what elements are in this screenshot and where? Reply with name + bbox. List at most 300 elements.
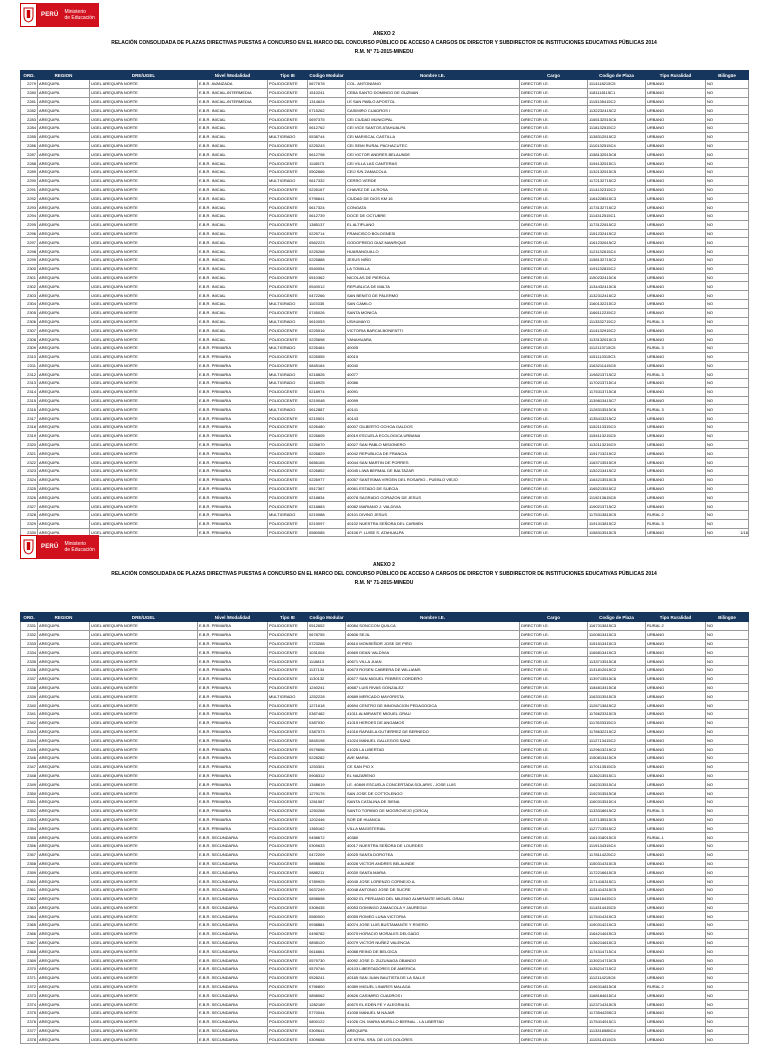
cell-ord: 2373: [21, 991, 38, 1000]
cell-nivel-modalidad: E.B.R. SECUNDARIA: [198, 1000, 268, 1009]
column-header-nivel-modalidad: Nivel /Modalidad: [198, 71, 268, 80]
cell-codigo-modular: 0898536: [308, 859, 346, 868]
table-row: [21, 709, 749, 718]
cell-bilingue: NO: [706, 115, 749, 124]
cell-codigo-modular: 0610053: [308, 317, 346, 326]
cell-cargo: DIRECTOR I.E.: [520, 467, 588, 476]
table-row: [21, 824, 749, 833]
cell-codigo-modular: 0309641: [308, 1026, 346, 1035]
cell-bilingue: NO: [706, 423, 749, 432]
cell-dre-ugel: UGEL AREQUIPA NORTE: [90, 229, 198, 238]
cell-tipo-ie: MULTIGRADO: [268, 176, 308, 185]
cell-dre-ugel: UGEL AREQUIPA NORTE: [90, 947, 198, 956]
cell-dre-ugel: UGEL AREQUIPA NORTE: [90, 762, 198, 771]
cell-bilingue: NO: [706, 991, 749, 1000]
cell-dre-ugel: UGEL AREQUIPA NORTE: [90, 841, 198, 850]
cell-dre-ugel: UGEL AREQUIPA NORTE: [90, 132, 198, 141]
table-row: [21, 771, 749, 780]
table-row: [21, 894, 749, 903]
cell-region: AREQUIPA: [38, 423, 90, 432]
cell-tipo-ruralidad: URBANO: [646, 185, 706, 194]
cell-nivel-modalidad: E.B.R. AVANZADA: [198, 80, 268, 89]
cell-nivel-modalidad: E.B.R. PRIMARIA: [198, 762, 268, 771]
cell-region: AREQUIPA: [38, 132, 90, 141]
cell-codigo-plaza: 1174314715C4: [588, 947, 646, 956]
cell-codigo-plaza: 1151232415C2: [588, 229, 646, 238]
cell-codigo-plaza: 1114312515C1: [588, 211, 646, 220]
cell-nivel-modalidad: E.B.R. INICIAL: [198, 167, 268, 176]
cell-region: AREQUIPA: [38, 449, 90, 458]
cell-nombre-ie: EL ALTIPLANO: [346, 220, 520, 229]
cell-codigo-modular: 0715262: [308, 106, 346, 115]
cell-dre-ugel: UGEL AREQUIPA NORTE: [90, 396, 198, 405]
cell-codigo-plaza: 1118132515C2: [588, 123, 646, 132]
cell-codigo-modular: 0226555: [308, 352, 346, 361]
cell-nombre-ie: DOCE DE OCTUBRE: [346, 211, 520, 220]
cell-nombre-ie: CEIJ S/N ZAMACOLA: [346, 167, 520, 176]
cell-codigo-plaza: 1127713515C2: [588, 824, 646, 833]
cell-codigo-modular: 0637249: [308, 885, 346, 894]
cell-region: AREQUIPA: [38, 308, 90, 317]
cell-region: AREQUIPA: [38, 789, 90, 798]
cell-nombre-ie: 40088 REINO DE BELGICA: [346, 947, 520, 956]
cell-codigo-modular: 1261587: [308, 797, 346, 806]
cell-tipo-ruralidad: URBANO: [646, 648, 706, 657]
cell-region: AREQUIPA: [38, 247, 90, 256]
cell-nombre-ie: 41016 RAFAELA GUTIERREZ DE BERNEDO: [346, 727, 520, 736]
table-row: [21, 789, 749, 798]
cell-tipo-ruralidad: URBANO: [646, 247, 706, 256]
cell-bilingue: NO: [706, 185, 749, 194]
cell-dre-ugel: UGEL AREQUIPA NORTE: [90, 255, 198, 264]
cell-cargo: DIRECTOR I.E.: [520, 484, 588, 493]
cell-codigo-plaza: 1196314815C8: [588, 982, 646, 991]
cell-codigo-modular: 0538744: [308, 132, 346, 141]
cell-tipo-ie: POLIDOCENTE: [268, 211, 308, 220]
cell-codigo-plaza: 1158132715C2: [588, 255, 646, 264]
cell-codigo-plaza: 1160313515C4: [588, 797, 646, 806]
cell-ord: 2336: [21, 665, 38, 674]
cell-nombre-ie: 41025 LA LIBERTAD: [346, 745, 520, 754]
cell-nivel-modalidad: E.B.R. SECUNDARIA: [198, 850, 268, 859]
cell-tipo-ie: POLIDOCENTE: [268, 308, 308, 317]
cell-tipo-ruralidad: RURAL 2: [646, 511, 706, 520]
cell-tipo-ruralidad: URBANO: [646, 771, 706, 780]
column-header-dre-ugel: DRE/UGEL: [90, 613, 198, 622]
cell-nivel-modalidad: E.B.R. PRIMARIA: [198, 771, 268, 780]
cell-codigo-modular: 0225714: [308, 229, 346, 238]
cell-codigo-plaza: 1165132515C6: [588, 115, 646, 124]
cell-codigo-modular: 0472209: [308, 850, 346, 859]
cell-tipo-ie: POLIDOCENTE: [268, 414, 308, 423]
table-row: [21, 88, 749, 97]
ministry-name: [64, 541, 94, 553]
cell-tipo-ie: POLIDOCENTE: [268, 167, 308, 176]
cell-ord: 2327: [21, 502, 38, 511]
cell-region: AREQUIPA: [38, 467, 90, 476]
cell-region: AREQUIPA: [38, 335, 90, 344]
cell-ord: 2321: [21, 449, 38, 458]
cell-tipo-ruralidad: URBANO: [646, 965, 706, 974]
cell-nombre-ie: 40055 ROMEO LUNA VICTORIA: [346, 912, 520, 921]
table-row: [21, 176, 749, 185]
table-header-row: [21, 613, 749, 622]
cell-codigo-modular: 0502666: [308, 167, 346, 176]
table-row: [21, 833, 749, 842]
cell-tipo-ruralidad: URBANO: [646, 1035, 706, 1044]
table-row: [21, 639, 749, 648]
table-row: [21, 291, 749, 300]
cell-codigo-modular: 0225268: [308, 247, 346, 256]
cell-nivel-modalidad: E.B.R. INICIAL: [198, 229, 268, 238]
cell-cargo: DIRECTOR I.E.: [520, 982, 588, 991]
cell-nivel-modalidad: E.B.R. SECUNDARIA: [198, 1026, 268, 1035]
cell-nivel-modalidad: E.B.R. INICIAL: [198, 123, 268, 132]
cell-codigo-plaza: 1112713415C2: [588, 736, 646, 745]
cell-nivel-modalidad: E.B.R. SECUNDARIA: [198, 956, 268, 965]
cell-ord: 2340: [21, 701, 38, 710]
cell-codigo-plaza: 1131812615C2: [588, 665, 646, 674]
cell-nombre-ie: CASIMIRO CUADROS I: [346, 106, 520, 115]
cell-bilingue: NO: [706, 894, 749, 903]
column-header-codigo-modular: Codigo Modular: [309, 614, 344, 620]
cell-nombre-ie: 40075 HORACIO MORALES DELGADO: [346, 929, 520, 938]
cell-dre-ugel: UGEL AREQUIPA NORTE: [90, 493, 198, 502]
cell-ord: 2282: [21, 106, 38, 115]
cell-codigo-modular: 0498672: [308, 833, 346, 842]
table-row: [21, 352, 749, 361]
table-row: [21, 458, 749, 467]
cell-tipo-ie: POLIDOCENTE: [268, 220, 308, 229]
table-row: [21, 718, 749, 727]
cell-codigo-plaza: 1114132915C2: [588, 326, 646, 335]
cell-cargo: DIRECTOR I.E.: [520, 1009, 588, 1018]
cell-dre-ugel: UGEL AREQUIPA NORTE: [90, 176, 198, 185]
cell-dre-ugel: UGEL AREQUIPA NORTE: [90, 291, 198, 300]
cell-tipo-ie: MULTIGRADO: [268, 343, 308, 352]
cell-nivel-modalidad: E.B.R. PRIMARIA: [198, 630, 268, 639]
cell-ord: 2364: [21, 912, 38, 921]
table-row: [21, 396, 749, 405]
cell-tipo-ie: POLIDOCENTE: [268, 519, 308, 528]
cell-nivel-modalidad: E.B.R. PRIMARIA: [198, 493, 268, 502]
cell-tipo-ruralidad: URBANO: [646, 718, 706, 727]
cell-tipo-ruralidad: URBANO: [646, 414, 706, 423]
cell-nombre-ie: 40670 EL EDEN FE Y ALEGRIA 51: [346, 1000, 520, 1009]
cell-tipo-ruralidad: URBANO: [646, 229, 706, 238]
cell-codigo-plaza: 1161232615C2: [588, 238, 646, 247]
cell-nivel-modalidad: E.B.R. INICIAL: [198, 159, 268, 168]
cell-codigo-plaza: 1166112215C2: [588, 308, 646, 317]
column-header-dre-ugel: DRE/UGEL: [90, 71, 198, 80]
cell-ord: 2325: [21, 484, 38, 493]
cell-tipo-ruralidad: URBANO: [646, 431, 706, 440]
cell-nombre-ie: 40687 LUIS RIVAS GONZALEZ: [346, 683, 520, 692]
cell-nivel-modalidad: E.B.R. INICIAL: [198, 185, 268, 194]
cell-tipo-ie: POLIDOCENTE: [268, 247, 308, 256]
cell-codigo-plaza: 1123714315C5: [588, 1000, 646, 1009]
cell-codigo-modular: 0656165: [308, 458, 346, 467]
cell-codigo-plaza: 1173122815C2: [588, 220, 646, 229]
peru-label: PERÚ: [41, 12, 59, 18]
cell-cargo: DIRECTOR I.E.: [520, 211, 588, 220]
table-row: [21, 736, 749, 745]
cell-region: AREQUIPA: [38, 753, 90, 762]
cell-codigo-modular: 1282189: [308, 1000, 346, 1009]
cell-region: AREQUIPA: [38, 947, 90, 956]
cell-nombre-ie: 40052 EL PERUANO DEL MILENIO ALMIRANTE MIGUEL GRAU: [346, 894, 520, 903]
cell-cargo: DIRECTOR I.E.: [520, 947, 588, 956]
cell-tipo-ruralidad: URBANO: [646, 159, 706, 168]
cell-codigo-plaza: 1176623315C5: [588, 709, 646, 718]
cell-nivel-modalidad: E.B.R. PRIMARIA: [198, 815, 268, 824]
cell-tipo-ruralidad: RURAL 3: [646, 519, 706, 528]
cell-tipo-ie: POLIDOCENTE: [268, 841, 308, 850]
cell-region: AREQUIPA: [38, 665, 90, 674]
cell-dre-ugel: UGEL AREQUIPA NORTE: [90, 511, 198, 520]
cell-nombre-ie: YANAHUARA: [346, 335, 520, 344]
cell-region: AREQUIPA: [38, 815, 90, 824]
cell-ord: 2355: [21, 833, 38, 842]
cell-tipo-ie: POLIDOCENTE: [268, 238, 308, 247]
table-row: [21, 1000, 749, 1009]
cell-ord: 2307: [21, 326, 38, 335]
cell-tipo-ruralidad: URBANO: [646, 449, 706, 458]
cell-tipo-ie: POLIDOCENTE: [268, 502, 308, 511]
cell-nivel-modalidad: E.B.R. INICIAL: [198, 326, 268, 335]
cell-cargo: DIRECTOR I.E.: [520, 282, 588, 291]
cell-tipo-ruralidad: RURAL 3: [646, 806, 706, 815]
cell-bilingue: NO: [706, 308, 749, 317]
cell-codigo-modular: 0898698: [308, 894, 346, 903]
table-row: [21, 185, 749, 194]
cell-tipo-ie: POLIDOCENTE: [268, 665, 308, 674]
cell-dre-ugel: UGEL AREQUIPA NORTE: [90, 387, 198, 396]
cell-tipo-ruralidad: URBANO: [646, 885, 706, 894]
cell-codigo-plaza: 1152113315C3: [588, 423, 646, 432]
cell-bilingue: NO: [706, 167, 749, 176]
cell-codigo-modular: 0697375: [308, 115, 346, 124]
cell-codigo-modular: 1385137: [308, 220, 346, 229]
cell-nivel-modalidad: E.B.R. PRIMARIA: [198, 396, 268, 405]
cell-nombre-ie: 40027 SAN PABLO MISIONERO: [346, 440, 520, 449]
cell-tipo-ie: POLIDOCENTE: [268, 203, 308, 212]
cell-dre-ugel: UGEL AREQUIPA NORTE: [90, 97, 198, 106]
cell-region: AREQUIPA: [38, 458, 90, 467]
cell-codigo-modular: 0219048: [308, 396, 346, 405]
cell-dre-ugel: UGEL AREQUIPA NORTE: [90, 622, 198, 631]
cell-dre-ugel: UGEL AREQUIPA NORTE: [90, 921, 198, 930]
cell-ord: 2306: [21, 317, 38, 326]
table-row: [21, 502, 749, 511]
cell-nivel-modalidad: E.B.R. INICIAL: [198, 176, 268, 185]
cell-cargo: DIRECTOR I.E.: [520, 797, 588, 806]
cell-codigo-modular: 1137134: [308, 665, 346, 674]
cell-nivel-modalidad: E.B.R. SECUNDARIA: [198, 947, 268, 956]
cell-dre-ugel: UGEL AREQUIPA NORTE: [90, 1009, 198, 1018]
cell-nivel-modalidad: E.B.R. PRIMARIA: [198, 657, 268, 666]
table-row: [21, 657, 749, 666]
table-row: [21, 115, 749, 124]
cell-codigo-plaza: 1165813415C3: [588, 648, 646, 657]
cell-codigo-plaza: 1126713815C2: [588, 701, 646, 710]
cell-dre-ugel: UGEL AREQUIPA NORTE: [90, 238, 198, 247]
cell-dre-ugel: UGEL AREQUIPA NORTE: [90, 903, 198, 912]
cell-tipo-ruralidad: URBANO: [646, 868, 706, 877]
cell-codigo-modular: 0540054: [308, 264, 346, 273]
cell-region: AREQUIPA: [38, 956, 90, 965]
cell-nombre-ie: 40077: [346, 370, 520, 379]
cell-tipo-ruralidad: URBANO: [646, 692, 706, 701]
table-row: [21, 1026, 749, 1035]
table-row: [21, 868, 749, 877]
cell-cargo: DIRECTOR I.E.: [520, 379, 588, 388]
cell-cargo: DIRECTOR I.E.: [520, 194, 588, 203]
cell-bilingue: NO: [706, 458, 749, 467]
table-row: [21, 379, 749, 388]
cell-dre-ugel: UGEL AREQUIPA NORTE: [90, 299, 198, 308]
table-row: [21, 762, 749, 771]
table-row: [21, 343, 749, 352]
cell-nivel-modalidad: E.B.R. INICIAL: [198, 264, 268, 273]
cell-region: AREQUIPA: [38, 387, 90, 396]
cell-region: AREQUIPA: [38, 806, 90, 815]
cell-nombre-ie: 40025 SANTA DOROTEA: [346, 850, 520, 859]
cell-bilingue: NO: [706, 701, 749, 710]
cell-bilingue: NO: [706, 885, 749, 894]
cell-ord: 2295: [21, 220, 38, 229]
cell-nombre-ie: SANTO TORIBIO DE MOGROVEJO (CIRCA): [346, 806, 520, 815]
cell-nivel-modalidad: E.B.R. PRIMARIA: [198, 674, 268, 683]
cell-region: AREQUIPA: [38, 484, 90, 493]
cell-nivel-modalidad: E.B.R. SECUNDARIA: [198, 859, 268, 868]
cell-tipo-ie: MULTIGRADO: [268, 317, 308, 326]
cell-nivel-modalidad: E.B.R. INICIAL: [198, 115, 268, 124]
cell-nombre-ie: 40694 CENTRO DE INNOVACION PEDAGOGICA: [346, 701, 520, 710]
cell-nivel-modalidad: E.B.R. INICIAL: [198, 282, 268, 291]
cell-dre-ugel: UGEL AREQUIPA NORTE: [90, 80, 198, 89]
cell-codigo-modular: 0579746: [308, 965, 346, 974]
cell-dre-ugel: UGEL AREQUIPA NORTE: [90, 877, 198, 886]
cell-codigo-modular: 0226670: [308, 440, 346, 449]
cell-region: AREQUIPA: [38, 106, 90, 115]
cell-ord: 2368: [21, 947, 38, 956]
cell-nombre-ie: 40106 P. LUISE S. ATAHUALPA: [346, 528, 520, 537]
cell-codigo-modular: 0387573: [308, 727, 346, 736]
table-row: [21, 797, 749, 806]
cell-region: AREQUIPA: [38, 841, 90, 850]
cell-codigo-plaza: 1136213515C1: [588, 771, 646, 780]
cell-bilingue: NO: [706, 449, 749, 458]
table-row: [21, 97, 749, 106]
cell-tipo-ie: POLIDOCENTE: [268, 141, 308, 150]
cell-codigo-modular: 0528241: [308, 973, 346, 982]
cell-nivel-modalidad: E.B.R. PRIMARIA: [198, 692, 268, 701]
cell-tipo-ie: POLIDOCENTE: [268, 159, 308, 168]
cell-ord: 2298: [21, 247, 38, 256]
cell-tipo-ruralidad: RURAL 3: [646, 370, 706, 379]
cell-dre-ugel: UGEL AREQUIPA NORTE: [90, 745, 198, 754]
cell-cargo: DIRECTOR I.E.: [520, 894, 588, 903]
cell-tipo-ie: POLIDOCENTE: [268, 956, 308, 965]
cell-tipo-ie: POLIDOCENTE: [268, 264, 308, 273]
cell-codigo-modular: 0770044: [308, 1009, 346, 1018]
cell-codigo-modular: 0579656: [308, 745, 346, 754]
cell-codigo-modular: 0579730: [308, 956, 346, 965]
cell-nivel-modalidad: E.B.R. PRIMARIA: [198, 370, 268, 379]
cell-codigo-plaza: 1161318015C0: [588, 833, 646, 842]
cell-nombre-ie: 40084 SONCCON QUILCA: [346, 622, 520, 631]
cell-cargo: DIRECTOR I.E.: [520, 841, 588, 850]
cell-nombre-ie: 40606 SEJIL: [346, 630, 520, 639]
table-row: [21, 903, 749, 912]
cell-dre-ugel: UGEL AREQUIPA NORTE: [90, 674, 198, 683]
cell-codigo-modular: 0938881: [308, 921, 346, 930]
cell-tipo-ruralidad: URBANO: [646, 150, 706, 159]
cell-dre-ugel: UGEL AREQUIPA NORTE: [90, 150, 198, 159]
cell-tipo-ie: MULTIGRADO: [268, 299, 308, 308]
cell-region: AREQUIPA: [38, 657, 90, 666]
cell-codigo-modular: 1252228: [308, 692, 346, 701]
cell-codigo-plaza: 1164214615C3: [588, 929, 646, 938]
cell-cargo: DIRECTOR I.E.: [520, 220, 588, 229]
cell-nombre-ie: 40030 SANTA MARIA: [346, 868, 520, 877]
cell-codigo-modular: 1253301: [308, 762, 346, 771]
cell-nombre-ie: AREQUIPA: [346, 1026, 520, 1035]
table-row: [21, 991, 749, 1000]
cell-tipo-ruralidad: URBANO: [646, 841, 706, 850]
cell-tipo-ie: POLIDOCENTE: [268, 859, 308, 868]
cell-tipo-ie: POLIDOCENTE: [268, 291, 308, 300]
cell-codigo-modular: 1202446: [308, 815, 346, 824]
cell-codigo-plaza: 1172216615C5: [588, 868, 646, 877]
cell-ord: 2358: [21, 859, 38, 868]
table-row: [21, 238, 749, 247]
cell-codigo-plaza: 1151113315C3: [588, 352, 646, 361]
cell-ord: 2296: [21, 229, 38, 238]
cell-cargo: DIRECTOR I.E.: [520, 727, 588, 736]
cell-tipo-ruralidad: URBANO: [646, 815, 706, 824]
cell-tipo-ie: POLIDOCENTE: [268, 753, 308, 762]
cell-nivel-modalidad: E.B.R. PRIMARIA: [198, 502, 268, 511]
cell-ord: 2324: [21, 475, 38, 484]
cell-nombre-ie: CEI VICTOR ANDRES BELAUNDE: [346, 150, 520, 159]
cell-codigo-modular: 0218826: [308, 370, 346, 379]
cell-codigo-modular: 0226977: [308, 475, 346, 484]
cell-nombre-ie: EL NAZARENO: [346, 771, 520, 780]
cell-codigo-modular: 1240241: [308, 683, 346, 692]
cell-codigo-modular: 0789925: [308, 877, 346, 886]
cell-nivel-modalidad: E.B.R. INICIAL: [198, 141, 268, 150]
cell-bilingue: NO: [706, 106, 749, 115]
table-row: [21, 264, 749, 273]
cell-nombre-ie: 40143: [346, 414, 520, 423]
cell-cargo: DIRECTOR I.E.: [520, 973, 588, 982]
cell-codigo-modular: 0225698: [308, 335, 346, 344]
cell-tipo-ie: POLIDOCENTE: [268, 674, 308, 683]
cell-tipo-ie: POLIDOCENTE: [268, 718, 308, 727]
cell-tipo-ie: POLIDOCENTE: [268, 780, 308, 789]
cell-codigo-modular: 0226829: [308, 449, 346, 458]
cell-cargo: DIRECTOR I.E.: [520, 238, 588, 247]
cell-nombre-ie: LA TOMILLA: [346, 264, 520, 273]
table-row: [21, 885, 749, 894]
cell-nombre-ie: 40015: [346, 352, 520, 361]
cell-cargo: DIRECTOR I.E.: [520, 343, 588, 352]
cell-bilingue: NO: [706, 88, 749, 97]
column-header-nombre-ie: Nombre I.E.: [346, 613, 520, 622]
cell-bilingue: NO: [706, 674, 749, 683]
